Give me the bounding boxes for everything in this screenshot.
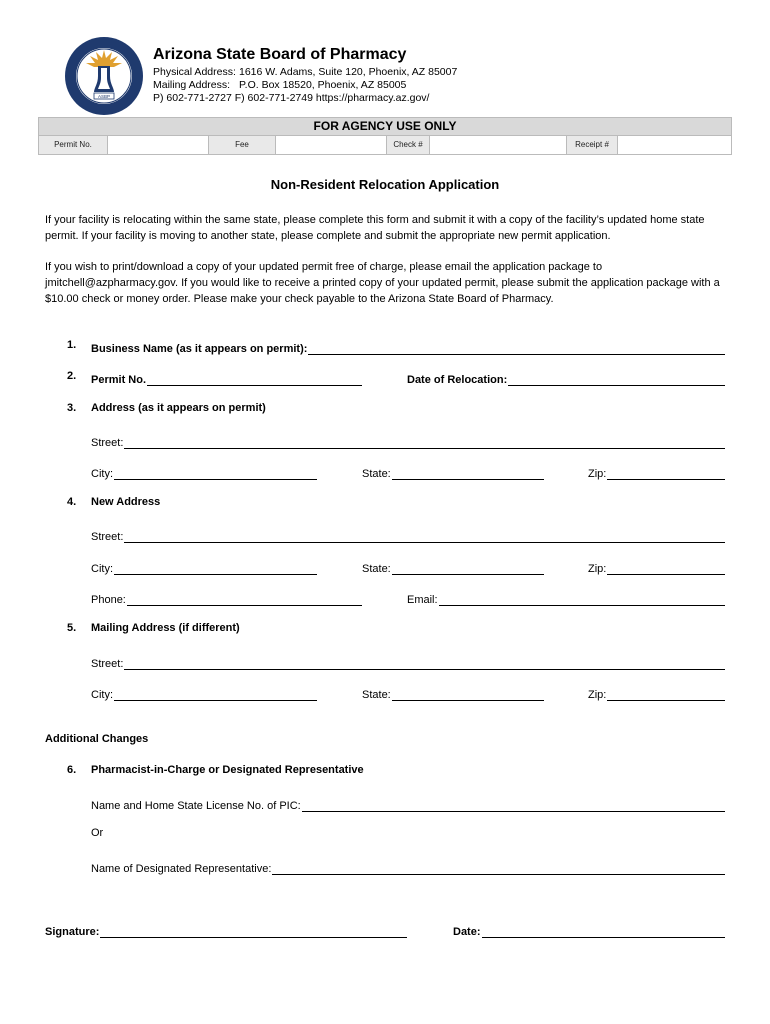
mailing-address-heading: Mailing Address (if different) — [91, 622, 240, 634]
additional-changes-heading: Additional Changes — [45, 733, 149, 745]
mailing-state-field[interactable]: State: — [362, 685, 544, 701]
new-address-heading: New Address — [91, 496, 161, 508]
signature-field[interactable]: Signature: — [45, 922, 407, 938]
mailing-zip-field[interactable]: Zip: — [588, 685, 725, 701]
permit-no-cell[interactable] — [108, 136, 209, 154]
permit-no-label: Permit No. — [39, 136, 108, 154]
new-state-field[interactable]: State: — [362, 559, 544, 575]
current-zip-field[interactable]: Zip: — [588, 464, 725, 480]
receipt-cell[interactable] — [618, 136, 731, 154]
fee-label: Fee — [209, 136, 276, 154]
mailing-address: Mailing Address: P.O. Box 18520, Phoenix, AZ 85005 — [153, 79, 407, 91]
mailing-street-field[interactable]: Street: — [91, 654, 725, 670]
current-street-field[interactable]: Street: — [91, 433, 725, 449]
organization-name: Arizona State Board of Pharmacy — [153, 46, 407, 63]
phone-field[interactable]: Phone: — [91, 590, 362, 606]
new-street-field[interactable]: Street: — [91, 527, 725, 543]
date-of-relocation-field[interactable]: Date of Relocation: — [407, 370, 725, 386]
check-cell[interactable] — [430, 136, 567, 154]
item-number-1: 1. — [67, 339, 77, 351]
current-city-field[interactable]: City: — [91, 464, 317, 480]
current-state-field[interactable]: State: — [362, 464, 544, 480]
physical-address: Physical Address: 1616 W. Adams, Suite 120, Phoenix, AZ 85007 — [153, 66, 458, 78]
item-number-5: 5. — [67, 622, 77, 634]
designated-representative-field[interactable]: Name of Designated Representative: — [91, 859, 725, 875]
signature-date-field[interactable]: Date: — [453, 922, 725, 938]
current-address-heading: Address (as it appears on permit) — [91, 402, 266, 414]
check-label: Check # — [387, 136, 430, 154]
intro-paragraph-1: If your facility is relocating within the same state, please complete this form and submit it with a copy of the facility’s updated home state permit. If your facility is moving to another state, please complete and submit the appropriate new permit application. — [45, 214, 705, 242]
board-seal-logo — [64, 36, 144, 116]
svg-text:ASBP: ASBP — [97, 94, 111, 99]
new-city-field[interactable]: City: — [91, 559, 317, 575]
contact-info: P) 602-771-2727 F) 602-771-2749 https://pharmacy.az.gov/ — [153, 92, 430, 104]
item-number-3: 3. — [67, 402, 77, 414]
intro-paragraph-2: If you wish to print/download a copy of your updated permit free of charge, please email the application package to jmitchell@azpharmacy.gov. If you would like to receive a printed copy of your updated permit, please submit the application package with a $10.00 check or money order. Please make your check payable to the Arizona State Board of Pharmacy. — [45, 261, 720, 305]
agency-use-box — [38, 117, 732, 155]
email-field[interactable]: Email: — [407, 590, 725, 606]
item-number-4: 4. — [67, 496, 77, 508]
agency-use-title: FOR AGENCY USE ONLY — [39, 118, 731, 136]
item-number-6: 6. — [67, 764, 77, 776]
item-number-2: 2. — [67, 370, 77, 382]
business-name-field[interactable]: Business Name (as it appears on permit): — [91, 339, 725, 355]
form-title: Non-Resident Relocation Application — [270, 177, 500, 192]
pic-heading: Pharmacist-in-Charge or Designated Representative — [91, 764, 364, 776]
pic-name-license-field[interactable]: Name and Home State License No. of PIC: — [91, 796, 725, 812]
receipt-label: Receipt # — [567, 136, 618, 154]
mailing-city-field[interactable]: City: — [91, 685, 317, 701]
or-text: Or — [91, 827, 104, 839]
fee-cell[interactable] — [276, 136, 387, 154]
permit-no-field[interactable]: Permit No. — [91, 370, 362, 386]
new-zip-field[interactable]: Zip: — [588, 559, 725, 575]
